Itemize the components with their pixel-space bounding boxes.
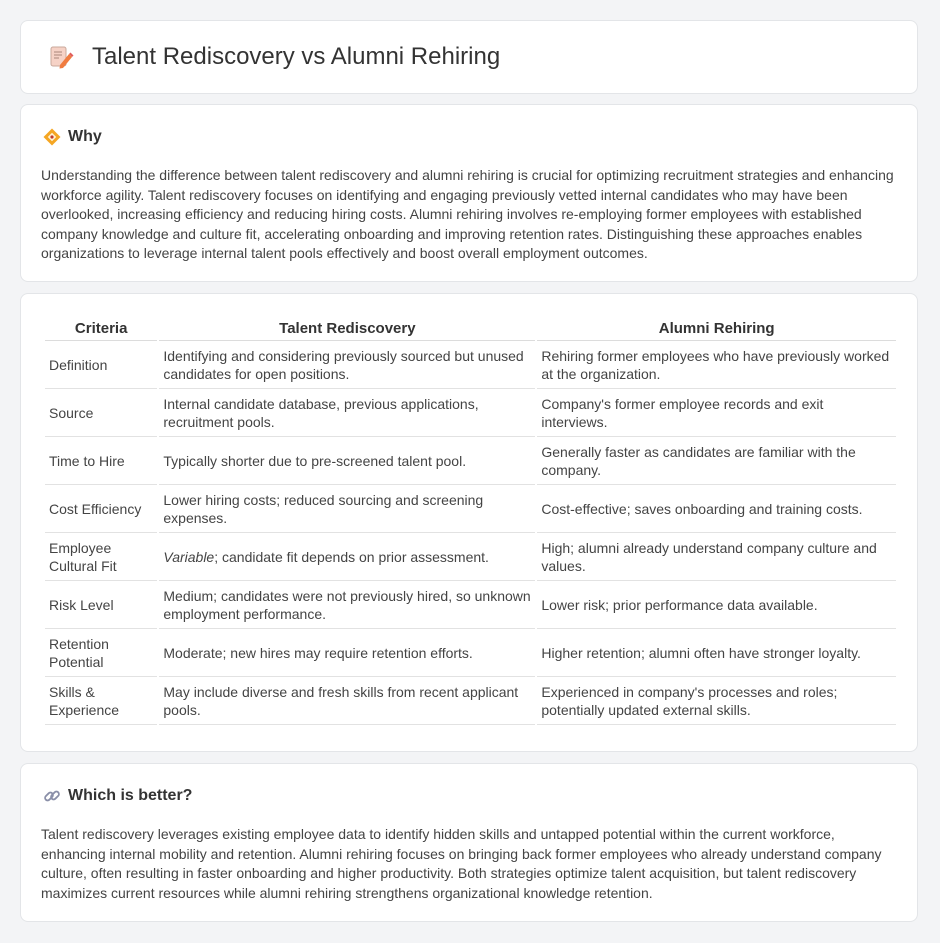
alumni-rehiring-cell: Company's former employee records and exit interviews. <box>537 389 896 437</box>
talent-rediscovery-cell: Lower hiring costs; reduced sourcing and screening expenses. <box>159 485 535 533</box>
why-body: Understanding the difference between talent rediscovery and alumni rehiring is crucial for optimizing recruitment strategies and enhancing workforce agility. Talent rediscovery focuses on identifying and engaging previously vetted internal candidates who may have been overlooked, increasing efficiency and reducing hiring costs. Alumni rehiring involves re-employing former employees with established company knowledge and culture fit, accelerating onboarding and improving retention rates. Distinguishing these approaches enables organizations to leverage internal talent pools effectively and boost overall employment outcomes. <box>41 167 894 262</box>
alumni-rehiring-cell: Lower risk; prior performance data available. <box>537 581 896 629</box>
table-row <box>45 485 896 533</box>
which-is-better-title: Which is better? <box>68 787 193 804</box>
table-row <box>45 437 896 485</box>
alumni-rehiring-cell: Cost-effective; saves onboarding and training costs. <box>537 485 896 533</box>
criteria-cell: Skills & Experience <box>45 677 157 725</box>
table-row <box>45 629 896 677</box>
table-row <box>45 581 896 629</box>
talent-rediscovery-cell: Typically shorter due to pre-screened talent pool. <box>159 437 535 485</box>
why-title: Why <box>68 128 102 145</box>
criteria-cell: Risk Level <box>45 581 157 629</box>
link-icon <box>43 787 61 805</box>
alumni-rehiring-cell: High; alumni already understand company culture and values. <box>537 533 896 581</box>
criteria-cell: Source <box>45 389 157 437</box>
table-row <box>45 533 896 581</box>
header-alumni-rehiring: Alumni Rehiring <box>537 316 896 341</box>
comparison-section <box>20 293 918 752</box>
criteria-cell: Retention Potential <box>45 629 157 677</box>
criteria-cell: Definition <box>45 341 157 389</box>
criteria-cell: Cost Efficiency <box>45 485 157 533</box>
table-row <box>45 341 896 389</box>
talent-rediscovery-text: ; candidate fit depends on prior assessment. <box>214 548 489 565</box>
page-title: Talent Rediscovery vs Alumni Rehiring <box>92 43 501 70</box>
table-row <box>45 389 896 437</box>
alumni-rehiring-cell: Rehiring former employees who have previously worked at the organization. <box>537 341 896 389</box>
diamond-sign-icon <box>43 128 61 146</box>
table-row <box>45 677 896 725</box>
criteria-cell: Employee Cultural Fit <box>45 533 157 581</box>
which-is-better-section <box>20 763 918 922</box>
talent-rediscovery-cell: Internal candidate database, previous applications, recruitment pools. <box>159 389 535 437</box>
talent-rediscovery-cell <box>159 533 535 581</box>
talent-rediscovery-cell: May include diverse and fresh skills from recent applicant pools. <box>159 677 535 725</box>
alumni-rehiring-cell: Higher retention; alumni often have stronger loyalty. <box>537 629 896 677</box>
table-header-row <box>45 316 896 341</box>
criteria-cell: Time to Hire <box>45 437 157 485</box>
header-card <box>20 20 918 94</box>
document-pencil-icon <box>48 44 74 70</box>
why-section <box>20 104 918 282</box>
which-is-better-body: Talent rediscovery leverages existing employee data to identify hidden skills and untapped potential within the current workforce, enhancing internal mobility and retention. Alumni rehiring focuses on bringing back former employees who already understand company culture, often resulting in faster onboarding and higher productivity. Both strategies optimize talent acquisition, but talent rediscovery maximizes current resources while alumni rehiring strengthens organizational knowledge retention. <box>41 826 882 901</box>
talent-rediscovery-cell: Identifying and considering previously sourced but unused candidates for open positions. <box>159 341 535 389</box>
talent-rediscovery-cell: Medium; candidates were not previously hired, so unknown employment performance. <box>159 581 535 629</box>
alumni-rehiring-cell: Experienced in company's processes and roles; potentially updated external skills. <box>537 677 896 725</box>
variable-emphasis: Variable <box>163 548 215 565</box>
talent-rediscovery-cell: Moderate; new hires may require retention efforts. <box>159 629 535 677</box>
header-talent-rediscovery: Talent Rediscovery <box>159 316 535 341</box>
comparison-table <box>43 316 898 725</box>
alumni-rehiring-cell: Generally faster as candidates are familiar with the company. <box>537 437 896 485</box>
header-criteria: Criteria <box>45 316 157 341</box>
